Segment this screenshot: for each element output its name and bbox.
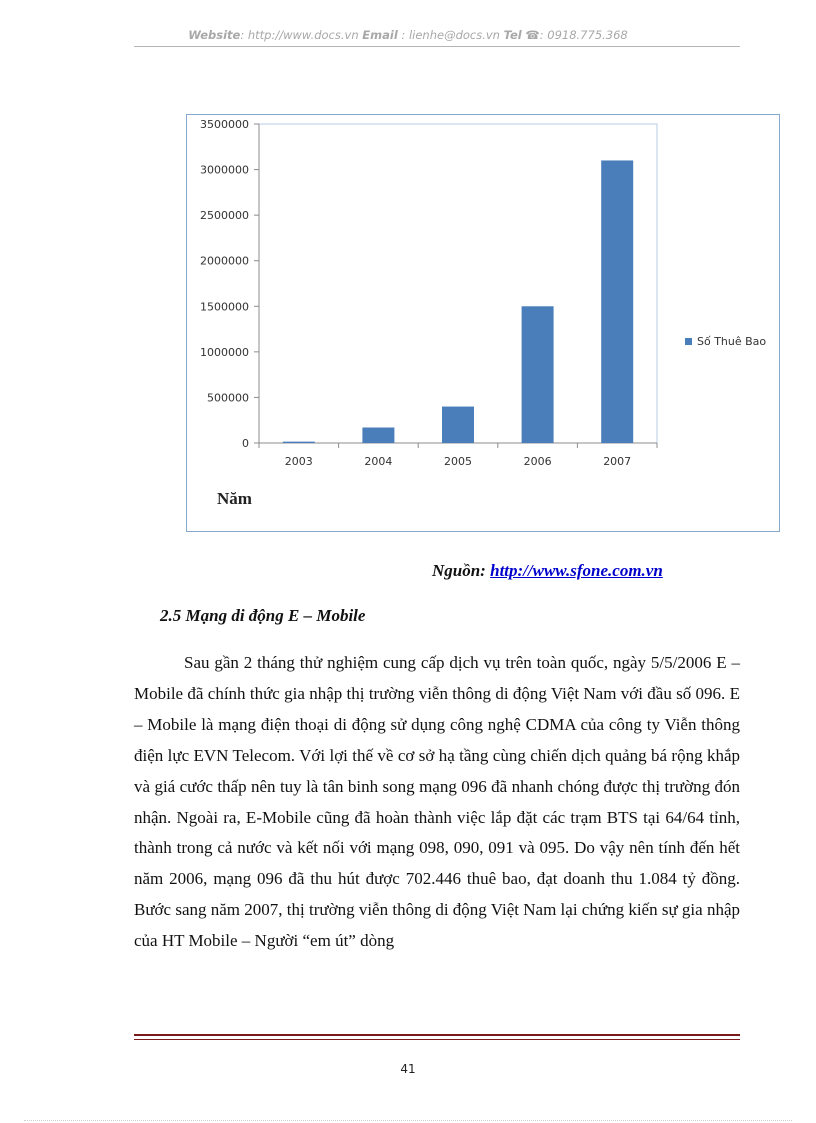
- chart-xlabel: Năm: [217, 489, 252, 508]
- tel-value: : 0918.775.368: [539, 28, 628, 42]
- y-tick-label: 2000000: [200, 254, 249, 268]
- source-line: [432, 561, 663, 581]
- legend-label: Số Thuê Bao: [697, 335, 767, 348]
- plot-area: [259, 124, 657, 443]
- bar: [362, 428, 394, 443]
- chart-canvas: [187, 115, 781, 533]
- website-value: : http://www.docs.vn: [240, 28, 359, 42]
- x-tick-label: 2003: [284, 455, 313, 468]
- tel-label: Tel: [503, 28, 522, 42]
- y-tick-label: 3500000: [200, 118, 249, 131]
- x-tick-label: 2004: [364, 455, 393, 468]
- legend-swatch: [685, 338, 692, 345]
- bar: [601, 160, 633, 443]
- source-link[interactable]: http://www.sfone.com.vn: [490, 561, 663, 580]
- email-value: : lienhe@docs.vn: [401, 28, 500, 42]
- bar: [442, 407, 474, 443]
- subscriber-chart: [186, 114, 780, 532]
- page-edge-rule: [24, 1120, 792, 1121]
- body-paragraph: Sau gần 2 tháng thử nghiệm cung cấp dịch vụ trên toàn quốc, ngày 5/5/2006 E – Mobile đã chính thức gia nhập thị trường viễn thông di động Việt Nam với đầu số 096. E – Mobile là mạng điện thoại di động sử dụng công nghệ CDMA của công ty Viễn thông điện lực EVN Telecom. Với lợi thế về cơ sở hạ tầng cùng chiến dịch quảng bá rộng khắp và giá cước thấp nên tuy là tân binh song mạng 096 đã nhanh chóng được thị trường đón nhận. Ngoài ra, E-Mobile cũng đã hoàn thành việc lắp đặt các trạm BTS tại 64/64 tỉnh, thành trong cả nước và kết nối với mạng 098, 090, 091 và 095. Do vậy nên tính đến hết năm 2006, mạng 096 đã thu hút được 702.446 thuê bao, đạt doanh thu 1.084 tỷ đồng. Bước sang năm 2007, thị trường viễn thông di động Việt Nam lại chứng kiến sự gia nhập của HT Mobile – Người “em út” dòng: [134, 653, 740, 951]
- bar: [522, 306, 554, 443]
- footer-rule: [134, 1034, 740, 1036]
- y-tick-label: 0: [242, 437, 249, 450]
- footer-rule-thin: [134, 1039, 740, 1040]
- website-label: Website: [188, 28, 241, 42]
- x-tick-label: 2007: [603, 455, 632, 468]
- section-title: 2.5 Mạng di động E – Mobile: [160, 606, 366, 625]
- body-text: [134, 648, 740, 957]
- y-tick-label: 500000: [207, 391, 249, 405]
- page-header: [0, 28, 816, 42]
- y-tick-label: 1500000: [200, 300, 249, 314]
- bar: [283, 442, 315, 443]
- source-label: Nguồn:: [432, 561, 486, 580]
- y-tick-label: 1000000: [200, 345, 249, 359]
- phone-icon: ☎: [525, 28, 540, 42]
- x-tick-label: 2005: [444, 455, 472, 468]
- page-number: 41: [400, 1062, 416, 1076]
- header-rule: [134, 46, 740, 47]
- y-tick-label: 3000000: [200, 163, 249, 177]
- email-label: Email: [362, 28, 398, 42]
- x-tick-label: 2006: [523, 455, 552, 468]
- y-tick-label: 2500000: [200, 209, 249, 223]
